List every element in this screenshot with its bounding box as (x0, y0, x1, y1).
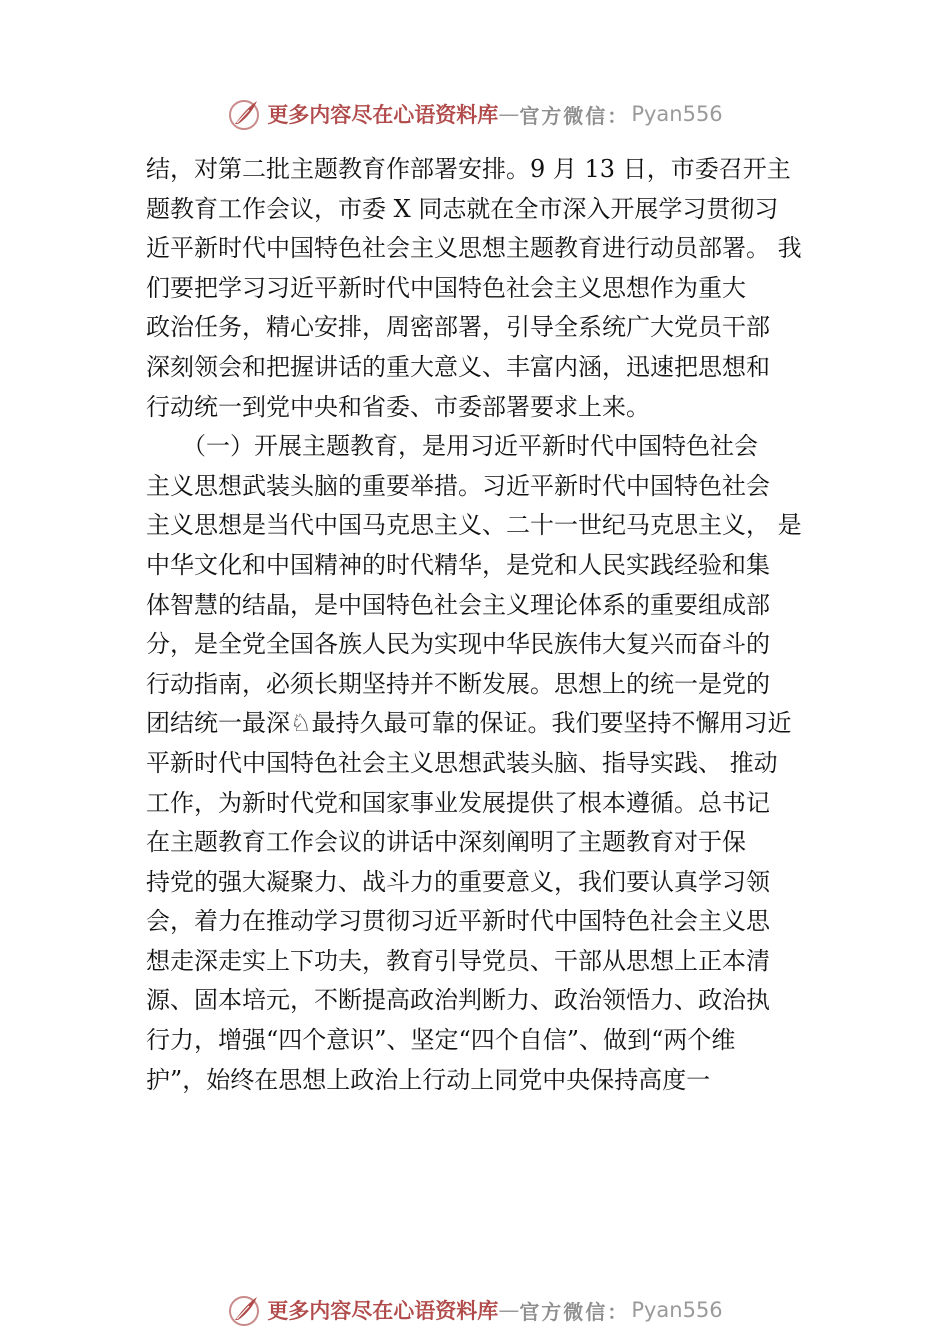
footer-banner (0, 1290, 950, 1330)
body-line: 题教育工作会议，市委 X 同志就在全市深入开展学习贯彻习 (146, 194, 779, 223)
body-line: 深刻领会和把握讲话的重大意义、丰富内涵，迅速把思想和 (146, 352, 770, 381)
header-wechat-id: Pyan556 (631, 102, 723, 126)
body-line: 主义思想是当代中国马克思主义、二十一世纪马克思主义， 是 (146, 511, 802, 540)
body-line: 近平新时代中国特色社会主义思想主题教育进行动员部署。 我 (146, 234, 802, 263)
body-line: 行力，增强“四个意识”、坚定“四个自信”、做到“两个维 (146, 1026, 736, 1055)
body-line: 持党的强大凝聚力、战斗力的重要意义，我们要认真学习领 (146, 867, 770, 896)
body-line: 行动统一到党中央和省委、市委部署要求上来。 (146, 392, 650, 421)
header-separator: — (498, 102, 520, 126)
body-line: 在主题教育工作会议的讲话中深刻阐明了主题教育对于保 (146, 828, 746, 857)
body-line: 想走深走实上下功夫，教育引导党员、干部从思想上正本清 (146, 946, 770, 975)
body-line: 主义思想武装头脑的重要举措。习近平新时代中国特色社会 (146, 471, 770, 500)
body-line: 会，着力在推动学习贯彻习近平新时代中国特色社会主义思 (146, 907, 770, 936)
body-line: 护”，始终在思想上政治上行动上同党中央保持高度一 (146, 1065, 711, 1094)
body-line: 政治任务，精心安排，周密部署，引导全系统广大党员干部 (146, 313, 770, 342)
header-wechat-label: 官方微信： (519, 103, 630, 128)
body-line: （一）开展主题教育，是用习近平新时代中国特色社会 (146, 432, 758, 461)
quill-logo-icon (227, 1292, 263, 1328)
footer-separator: — (498, 1298, 520, 1322)
quill-logo-icon (227, 96, 263, 132)
footer-wechat-id: Pyan556 (631, 1298, 723, 1322)
footer-site-text: 更多内容尽在心语资料库 (267, 1298, 499, 1323)
document-body (146, 150, 826, 1100)
header-banner (0, 94, 950, 134)
body-line: 工作，为新时代党和国家事业发展提供了根本遵循。总书记 (146, 788, 770, 817)
body-line: 结，对第二批主题教育作部署安排。9 月 13 日，市委召开主 (146, 155, 791, 183)
body-line: 中华文化和中国精神的时代精华，是党和人民实践经验和集 (146, 550, 770, 579)
body-line: 团结统一最深♘最持久最可靠的保证。我们要坚持不懈用习近 (146, 709, 792, 738)
body-line: 们要把学习习近平新时代中国特色社会主义思想作为重大 (146, 273, 746, 302)
body-line: 源、固本培元，不断提高政治判断力、政治领悟力、政治执 (146, 986, 770, 1015)
body-line: 平新时代中国特色社会主义思想武装头脑、指导实践、 推动 (146, 748, 778, 777)
body-line: 体智慧的结晶，是中国特色社会主义理论体系的重要组成部 (146, 590, 770, 619)
body-line: 行动指南，必须长期坚持并不断发展。思想上的统一是党的 (146, 669, 770, 698)
header-site-text: 更多内容尽在心语资料库 (267, 102, 499, 127)
body-line: 分，是全党全国各族人民为实现中华民族伟大复兴而奋斗的 (146, 630, 770, 659)
footer-wechat-label: 官方微信： (519, 1299, 630, 1324)
